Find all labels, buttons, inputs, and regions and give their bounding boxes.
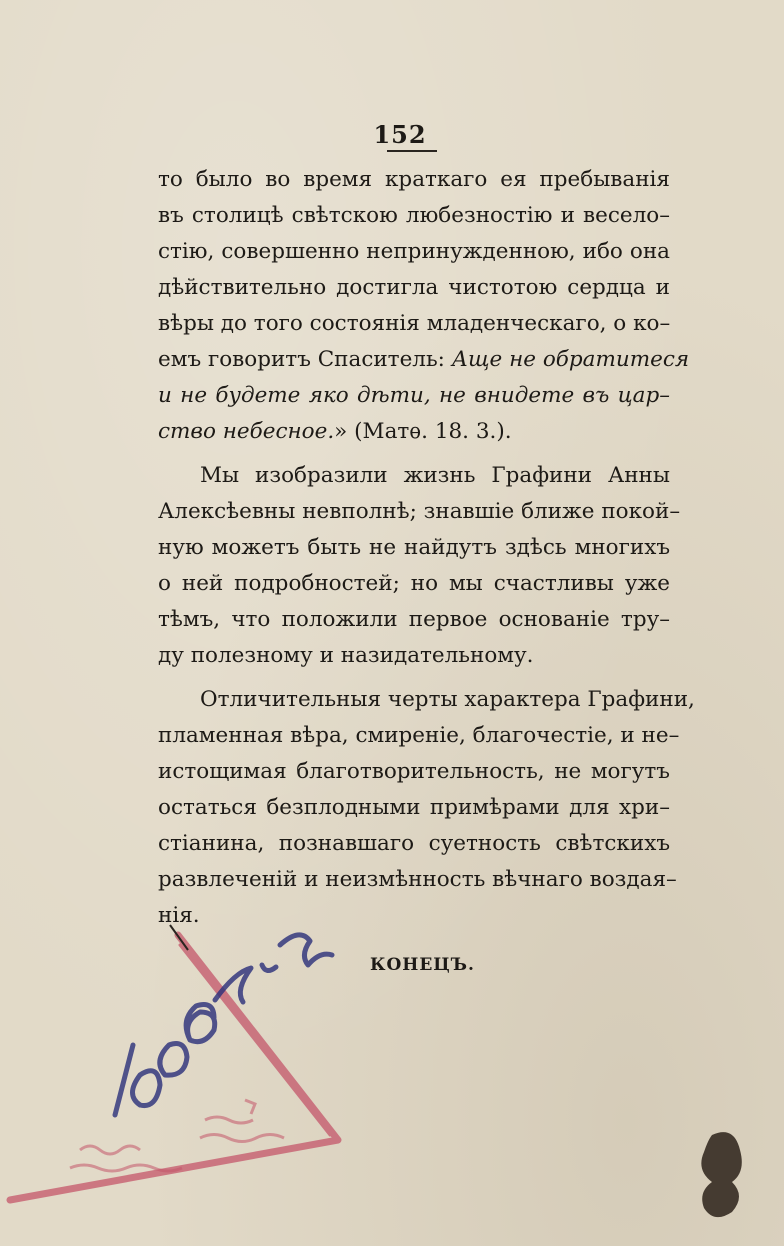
text-segment: нія. — [158, 903, 200, 928]
text-segment: развлеченій и неизмѣнность вѣчнаго воздая– — [158, 867, 677, 892]
text-segment: то было во время краткаго ея пребыванія — [158, 167, 670, 192]
text-segment: вѣры до того состоянія младенческаго, о ко– — [158, 311, 671, 336]
text-segment: стіанина, познавшаго суетность свѣтскихъ — [158, 831, 670, 856]
text-segment: емъ говоритъ Спаситель: — [158, 347, 452, 372]
text-segment: Отличительныя черты характера Графини, — [200, 687, 695, 712]
text-segment: Алексѣевны невполнѣ; знавшіе ближе покой– — [158, 499, 681, 524]
text-segment: о ней подробностей; но мы счастливы уже — [158, 571, 670, 596]
italic-quote-segment: Аще не обратитеся — [451, 347, 690, 372]
text-segment: пламенная вѣра, смиреніе, благочестіе, и не– — [158, 723, 680, 748]
italic-quote-segment: ство небесное. — [158, 419, 335, 444]
text-segment: въ столицѣ свѣтскою любезностію и весело– — [158, 203, 670, 228]
text-segment: стію, совершенно непринужденною, ибо она — [158, 239, 670, 264]
text-segment: ную можетъ быть не найдутъ здѣсь многихъ — [158, 535, 670, 560]
text-segment: тѣмъ, что положили первое основаніе тру– — [158, 607, 670, 632]
text-segment: дѣйствительно достигла чистотою сердца и — [158, 275, 670, 300]
italic-quote-segment: и не будете яко дѣти, не внидете въ цар– — [158, 383, 670, 408]
text-segment: » (Матѳ. 18. 3.). — [334, 419, 512, 444]
text-segment: ду полезному и назидательному. — [158, 643, 534, 668]
text-segment: истощимая благотворительность, не могутъ — [158, 759, 670, 784]
finis-label: КОНЕЦЪ. — [370, 955, 475, 975]
text-segment: Мы изобразили жизнь Графини Анны — [200, 463, 670, 488]
text-segment: остаться безплодными примѣрами для хри– — [158, 795, 670, 820]
page-number: 152 — [373, 120, 427, 149]
